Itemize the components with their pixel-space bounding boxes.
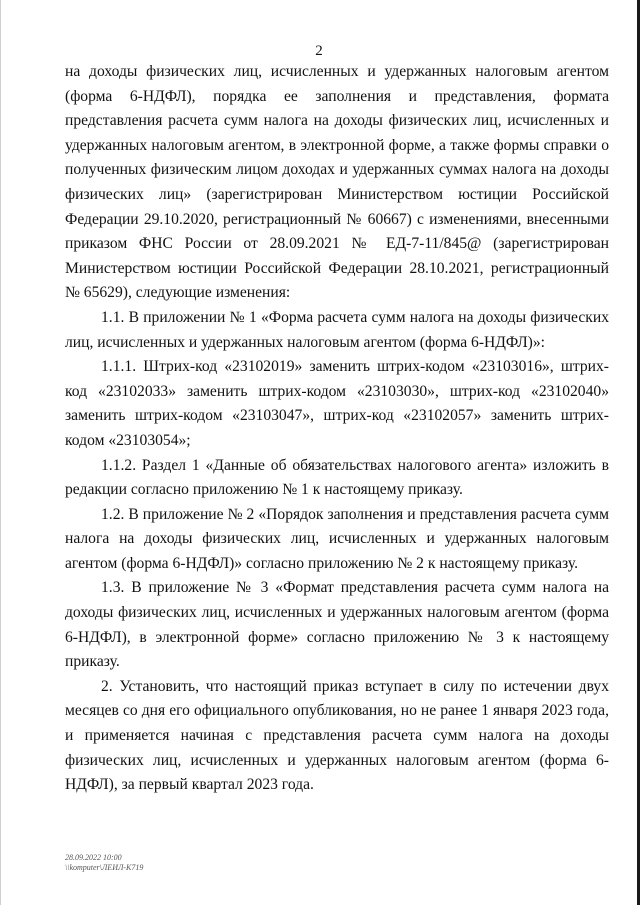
page-number: 2 bbox=[315, 43, 323, 59]
print-footer bbox=[65, 853, 143, 873]
paragraph-2: 2. Установить, что настоящий приказ вступает в силу по истечении двух месяцев со дня его официального опубликования, но не ранее 1 января 2023 года, и применяется начиная с представления расчета сумм налога на доходы физических лиц, исчисленных и удержанных налоговым агентом (форма 6-НДФЛ), за первый квартал 2023 года. bbox=[65, 677, 609, 794]
paragraph-1-1-2: 1.1.2. Раздел 1 «Данные об обязательствах налогового агента» изложить в редакции согласно приложению № 1 к настоящему приказу. bbox=[65, 456, 609, 499]
paragraph-1-1-1: 1.1.1. Штрих-код «23102019» заменить штрих-кодом «23103016», штрих-код «23102033» заменить штрих-кодом «23103030», штрих-код «23102040» заменить штрих-кодом «23103047», штрих-код «23102057» заменить штрих-кодом «23103054»; bbox=[65, 358, 609, 449]
paragraph-1-2: 1.2. В приложение № 2 «Порядок заполнения и представления расчета сумм налога на доходы физических лиц, исчисленных и удержанных налоговым агентом (форма 6-НДФЛ)» согласно приложению № 2 к настоящему приказу. bbox=[65, 505, 609, 572]
paragraph-1-3: 1.3. В приложение № 3 «Формат представления расчета сумм налога на доходы физических лиц, исчисленных и удержанных налоговым агентом (форма 6-НДФЛ), в электронной форме» согласно приложению № 3 к настоящему приказу. bbox=[65, 579, 609, 671]
document-body bbox=[65, 60, 609, 798]
print-timestamp: 28.09.2022 10:00 bbox=[65, 853, 122, 862]
paragraph-1-1: 1.1. В приложении № 1 «Форма расчета сумм налога на доходы физических лиц, исчисленных и удержанных налоговым агентом (форма 6-НДФЛ)»: bbox=[65, 308, 609, 351]
paragraph-intro: на доходы физических лиц, исчисленных и удержанных налоговым агентом (форма 6-НДФЛ), порядка ее заполнения и представления, формата представления расчета сумм налога на доходы физических лиц, исчисленных и удержанных налоговым агентом, в электронной форме, а также формы справки о полученных физическим лицом доходах и удержанных суммах налога на доходы физических лиц» (зарегистрирован Министерством юстиции Российской Федерации 29.10.2020, регистрационный № 60667) с изменениями, внесенными приказом ФНС России от 28.09.2021 № ЕД-7-11/845@ (зарегистрирован Министерством юстиции Российской Федерации 28.10.2021, регистрационный № 65629), следующие изменения: bbox=[65, 63, 609, 302]
print-path: \\komputer\ЛЕИЛ-К719 bbox=[65, 863, 144, 872]
